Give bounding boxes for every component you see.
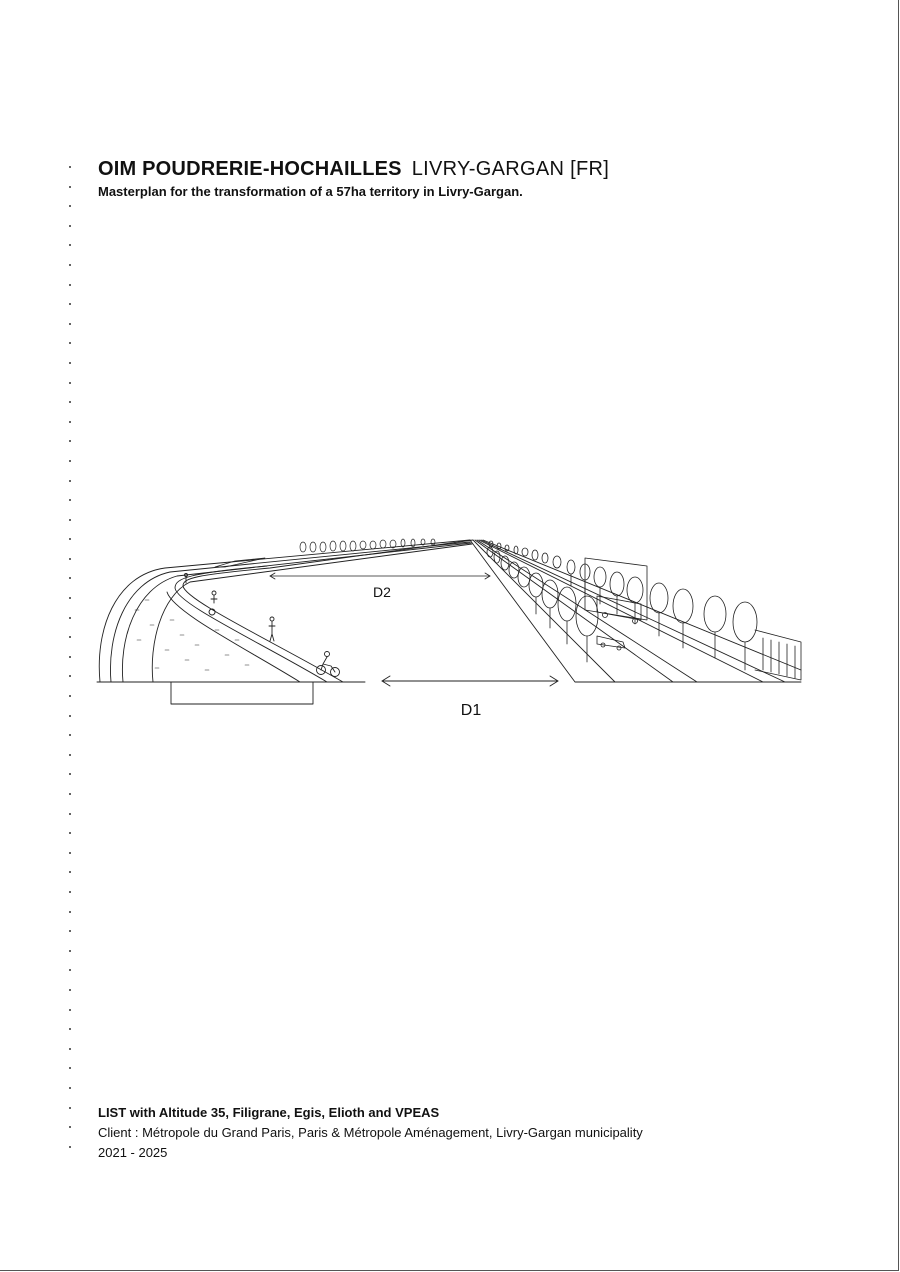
building-right: [585, 558, 801, 680]
margin-dot: [69, 734, 71, 736]
dimension-label-d1: D1: [460, 702, 482, 719]
design-team: LIST with Altitude 35, Filigrane, Egis, Elioth and VPEAS: [98, 1105, 440, 1120]
margin-dot: [69, 969, 71, 971]
margin-dot: [69, 460, 71, 462]
margin-dot: [69, 401, 71, 403]
margin-dot: [69, 930, 71, 932]
margin-dot: [69, 871, 71, 873]
cyclist-figure: [317, 652, 340, 677]
margin-dot: [69, 264, 71, 266]
margin-dot: [69, 480, 71, 482]
margin-dot: [69, 813, 71, 815]
dimension-label-d2: D2: [373, 584, 391, 600]
margin-dot: [69, 186, 71, 188]
margin-dot: [69, 1067, 71, 1069]
margin-dot: [69, 244, 71, 246]
project-credits: [98, 1105, 643, 1165]
margin-dot: [69, 519, 71, 521]
margin-dot: [69, 989, 71, 991]
cycle-path: [183, 540, 473, 682]
margin-dot: [69, 558, 71, 560]
margin-dot: [69, 1048, 71, 1050]
margin-dot: [69, 636, 71, 638]
road-edge-outer: [470, 540, 801, 682]
margin-dot: [69, 891, 71, 893]
margin-dot: [69, 166, 71, 168]
car: [597, 636, 625, 650]
client-line: Client : Métropole du Grand Paris, Paris & Métropole Aménagement, Livry-Gargan municipality: [98, 1125, 643, 1140]
embankment-edge: [99, 540, 470, 682]
margin-dot: [69, 1087, 71, 1089]
project-years: 2021 - 2025: [98, 1145, 168, 1160]
margin-dot: [69, 715, 71, 717]
margin-dot: [69, 362, 71, 364]
margin-dot: [69, 577, 71, 579]
margin-dot: [69, 225, 71, 227]
margin-dot: [69, 1146, 71, 1148]
margin-dot: [69, 323, 71, 325]
margin-dot: [69, 793, 71, 795]
project-title: [98, 158, 609, 181]
canal-basin: [171, 682, 313, 704]
project-location: LIVRY-GARGAN [FR]: [411, 158, 610, 180]
margin-dot: [69, 950, 71, 952]
margin-dot: [69, 303, 71, 305]
project-subtitle: Masterplan for the transformation of a 57ha territory in Livry-Gargan.: [98, 184, 523, 199]
margin-dot: [69, 597, 71, 599]
margin-dot: [69, 342, 71, 344]
pedestrian-figures: [185, 574, 276, 642]
margin-dot: [69, 382, 71, 384]
margin-dot: [69, 675, 71, 677]
margin-dot: [69, 1028, 71, 1030]
margin-dot: [69, 773, 71, 775]
margin-dot: [69, 617, 71, 619]
tree-row-right: [489, 541, 757, 670]
section-perspective-drawing: [95, 530, 807, 720]
margin-dot: [69, 205, 71, 207]
margin-dot: [69, 1126, 71, 1128]
margin-dot: [69, 832, 71, 834]
dimension-arrow-d2: [270, 573, 490, 579]
margin-dot: [69, 440, 71, 442]
dimension-arrow-d1: [382, 676, 558, 686]
margin-dot: [69, 421, 71, 423]
margin-dot: [69, 499, 71, 501]
margin-dot: [69, 538, 71, 540]
margin-dot: [69, 1009, 71, 1011]
margin-dot: [69, 911, 71, 913]
margin-dot: [69, 754, 71, 756]
margin-dot: [69, 284, 71, 286]
margin-dot: [69, 695, 71, 697]
margin-dot: [69, 656, 71, 658]
margin-dot: [69, 852, 71, 854]
margin-dot-column: [69, 166, 73, 1165]
margin-dot: [69, 1107, 71, 1109]
project-name: OIM POUDRERIE-HOCHAILLES: [98, 158, 402, 180]
